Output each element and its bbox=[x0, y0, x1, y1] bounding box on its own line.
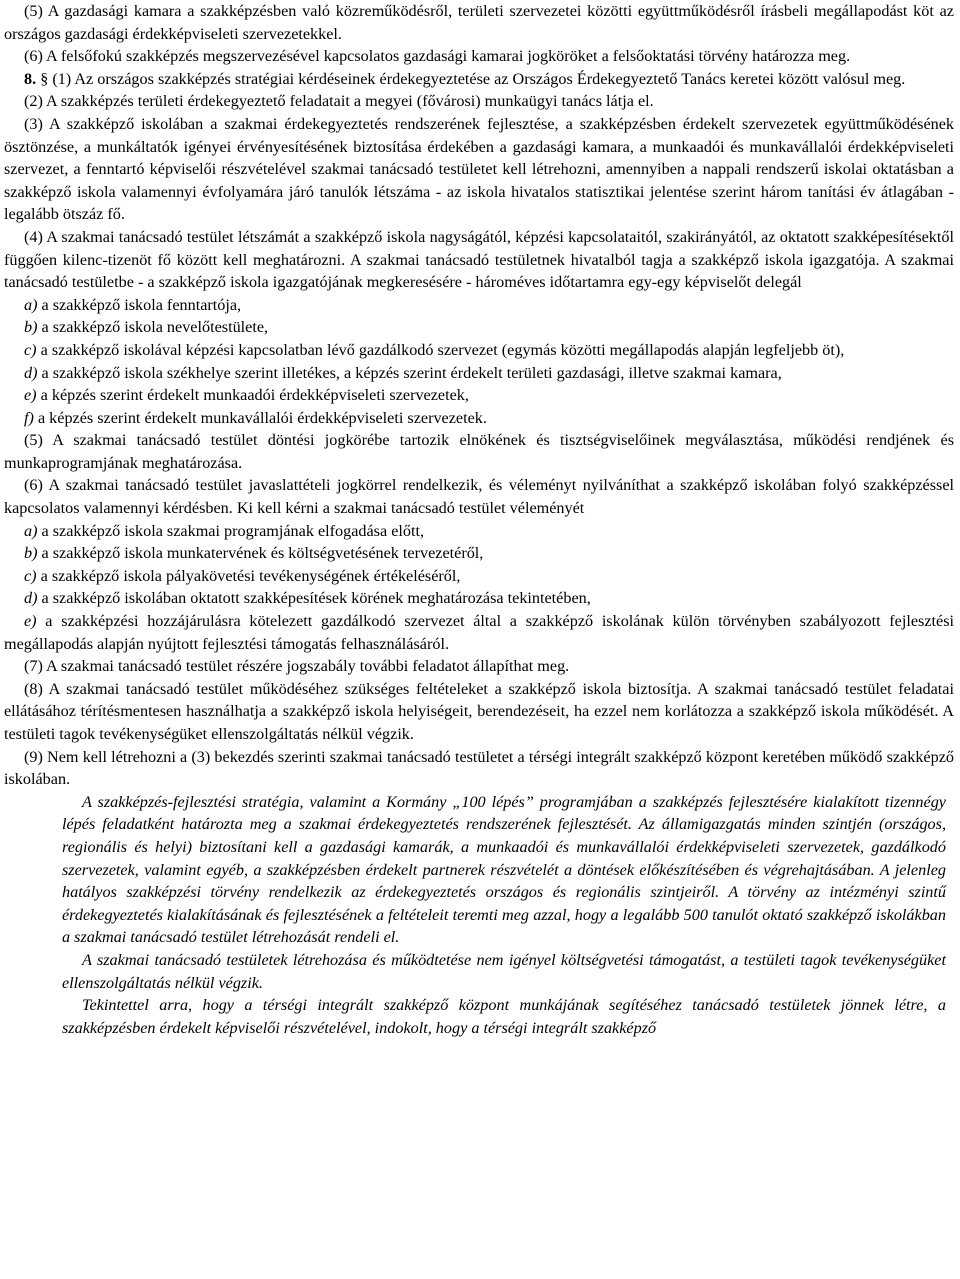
paragraph-text: (9) Nem kell létrehozni a (3) bekezdés szerinti szakmai tanácsadó testületet a térségi integrált szakképző központ keretében működő szakképző iskolában. bbox=[4, 747, 954, 789]
list-item bbox=[4, 587, 954, 610]
list-marker: a) bbox=[24, 295, 38, 314]
paragraph-text: (1) Az országos szakképzés stratégiai kérdéseinek érdekegyeztetése az Országos Érdekegyeztető Tanács keretei között valósul meg. bbox=[52, 69, 906, 88]
paragraph-text: a szakképző iskolával képzési kapcsolatban lévő gazdálkodó szervezet (egymás közötti megállapodás alapján legfeljebb öt), bbox=[40, 340, 845, 359]
list-marker: e) bbox=[24, 612, 37, 631]
paragraph-text: a képzés szerint érdekelt munkavállalói érdekképviseleti szervezetek. bbox=[37, 408, 487, 427]
list-marker: c) bbox=[24, 566, 37, 585]
section-number: 8. bbox=[24, 69, 37, 88]
paragraph-text: a szakképzési hozzájárulásra kötelezett gazdálkodó szervezet által a szakképző iskolának külön törvényben szabályozott fejlesztési megállapodás alapján nyújtott fejlesztési támogatás felhasználásáról. bbox=[4, 612, 954, 653]
paragraph bbox=[4, 678, 954, 746]
explanatory-note bbox=[62, 994, 946, 1039]
paragraph-text: Tekintettel arra, hogy a térségi integrált szakképző központ munkájának segítéséhez tanácsadó testületek jönnek létre, a szakképzésben érdekelt képviselői részvételével, indokolt, hogy a térségi integrált szakképző bbox=[62, 996, 946, 1037]
paragraph-text: a szakképző iskola pályakövetési tevékenységének értékeléséről, bbox=[40, 566, 461, 585]
list-item bbox=[4, 362, 954, 385]
paragraph bbox=[4, 746, 954, 791]
paragraph bbox=[4, 45, 954, 68]
paragraph bbox=[4, 429, 954, 474]
paragraph-text: a szakképző iskola szakmai programjának elfogadása előtt, bbox=[41, 521, 425, 540]
paragraph-text: A szakképzés-fejlesztési stratégia, valamint a Kormány „100 lépés” programjában a szakképzés fejlesztésére kialakított tizennégy lépés feladatként határozta meg a szakmai érdekegyeztetés rendszerének fejlesztését. Az államigazgatás minden szintjén (országos, regionális és helyi) biztosítani kell a gazdasági kamarák, a munkaadói és munkavállalói érdekképviseleti szervezetek, gazdálkodó szervezetek, valamint egyéb, a szakképzésben érdekelt partnerek részvételét a döntések előkészítésében és végrehajtásában. A jelenleg hatályos szakképzési törvény rendelkezik az érdekegyeztetés országos és regionális szintjeiről. A törvény az intézményi szintű érdekegyeztetés kialakításának és fejlesztésének a feltételeit teremti meg azzal, hogy a legalább 500 tanulót oktató szakképző iskolákban a szakmai tanácsadó testület létrehozását rendeli el. bbox=[62, 792, 946, 947]
paragraph-text: (8) A szakmai tanácsadó testület működéséhez szükséges feltételeket a szakképző iskola biztosítja. A szakmai tanácsadó testület feladatai ellátásához térítésmentesen használhatja a szakképző iskola helyiségeit, berendezéseit, ha ezzel nem korlátozza a szakképző iskola működését. A testületi tagok tevékenységüket ellenszolgáltatás nélkül végzik. bbox=[4, 679, 954, 743]
paragraph-text: (4) A szakmai tanácsadó testület létszámát a szakképző iskola nagyságától, képzési kapcsolataitól, szakirányától, az oktatott szakképesítésektől függően kilenc-tizenöt fő között kell meghatározni. A szakmai tanácsadó testületnek hivatalból tagja a szakképző iskola igazgatója. A szakmai tanácsadó testületbe - a szakképző iskola igazgatójának megkeresésére - hároméves időtartamra egy-egy képviselőt delegál bbox=[4, 227, 954, 292]
list-item bbox=[4, 294, 954, 317]
paragraph-text: (2) A szakképzés területi érdekegyeztető feladatait a megyei (fővárosi) munkaügyi tanács látja el. bbox=[24, 92, 654, 111]
paragraph-text: (5) A gazdasági kamara a szakképzésben való közreműködésről, területi szervezetei közötti együttműködésről írásbeli megállapodást köt az országos gazdasági érdekképviseleti szervezetekkel. bbox=[4, 2, 954, 43]
list-marker: f) bbox=[24, 408, 34, 427]
list-marker: d) bbox=[24, 589, 38, 608]
section-paragraph bbox=[4, 68, 954, 91]
paragraph-text: a képzés szerint érdekelt munkaadói érdekképviseleti szervezetek, bbox=[40, 386, 469, 405]
paragraph bbox=[4, 113, 954, 226]
list-item bbox=[4, 565, 954, 588]
explanatory-note bbox=[62, 949, 946, 994]
paragraph bbox=[4, 0, 954, 45]
list-item bbox=[4, 610, 954, 655]
paragraph-text: A szakmai tanácsadó testületek létrehozása és működtetése nem igényel költségvetési támogatást, a testületi tagok tevékenységüket ellenszolgáltatás nélkül végzik. bbox=[62, 950, 946, 992]
list-item bbox=[4, 316, 954, 339]
paragraph-text: (3) A szakképző iskolában a szakmai érdekegyeztetés rendszerének fejlesztése, a szakképzésben érdekelt szervezetek együttműködésének ösztönzése, a munkáltatók igényei érvényesítésének biztosítása érdekében a gazdasági kamara, a munkaadói és munkavállalói érdekképviseleti szervezet, a fenntartó képviselői részvételével szakmai tanácsadó testületet kell létrehozni, amennyiben a nappali rendszerű iskolai oktatásban a szakképző iskola valamennyi évfolyamára járó tanulók létszáma - az iskola hivatalos statisztikai jelentése szerint három tanítási év átlagában - legalább ötszáz fő. bbox=[4, 114, 954, 224]
list-item bbox=[4, 339, 954, 362]
paragraph-text: (7) A szakmai tanácsadó testület részére jogszabály további feladatot állapíthat meg. bbox=[24, 657, 570, 676]
list-marker: a) bbox=[24, 521, 38, 540]
paragraph-text: a szakképző iskola nevelőtestülete, bbox=[41, 318, 269, 337]
paragraph bbox=[4, 226, 954, 294]
paragraph-text: a szakképző iskola fenntartója, bbox=[41, 295, 242, 314]
explanatory-note bbox=[62, 791, 946, 949]
list-item bbox=[4, 407, 954, 430]
list-item bbox=[4, 542, 954, 565]
paragraph-text: a szakképző iskolában oktatott szakképesítések körének meghatározása tekintetében, bbox=[41, 589, 591, 608]
list-item bbox=[4, 520, 954, 543]
list-marker: b) bbox=[24, 544, 38, 563]
paragraph-text: (5) A szakmai tanácsadó testület döntési jogkörébe tartozik elnökének és tisztségviselőinek megválasztása, működési rendjének és munkaprogramjának meghatározása. bbox=[4, 431, 954, 472]
paragraph-text: a szakképző iskola munkatervének és költségvetésének tervezetéről, bbox=[41, 544, 484, 563]
section-mark: § bbox=[40, 69, 49, 88]
paragraph bbox=[4, 655, 954, 678]
paragraph-text: a szakképző iskola székhelye szerint illetékes, a képzés szerint érdekelt területi gazdasági, illetve szakmai kamara, bbox=[41, 363, 782, 382]
list-marker: e) bbox=[24, 386, 37, 405]
paragraph bbox=[4, 90, 954, 113]
paragraph-text: (6) A felsőfokú szakképzés megszervezésével kapcsolatos gazdasági kamarai jogköröket a felsőoktatási törvény határozza meg. bbox=[24, 47, 851, 66]
list-marker: b) bbox=[24, 318, 38, 337]
list-marker: d) bbox=[24, 363, 38, 382]
paragraph-text: (6) A szakmai tanácsadó testület javaslattételi jogkörrel rendelkezik, és véleményt nyilváníthat a szakképző iskolában folyó szakképzéssel kapcsolatos valamennyi kérdésben. Ki kell kérni a szakmai tanácsadó testület véleményét bbox=[4, 476, 954, 518]
paragraph bbox=[4, 474, 954, 519]
list-item bbox=[4, 384, 954, 407]
list-marker: c) bbox=[24, 340, 37, 359]
